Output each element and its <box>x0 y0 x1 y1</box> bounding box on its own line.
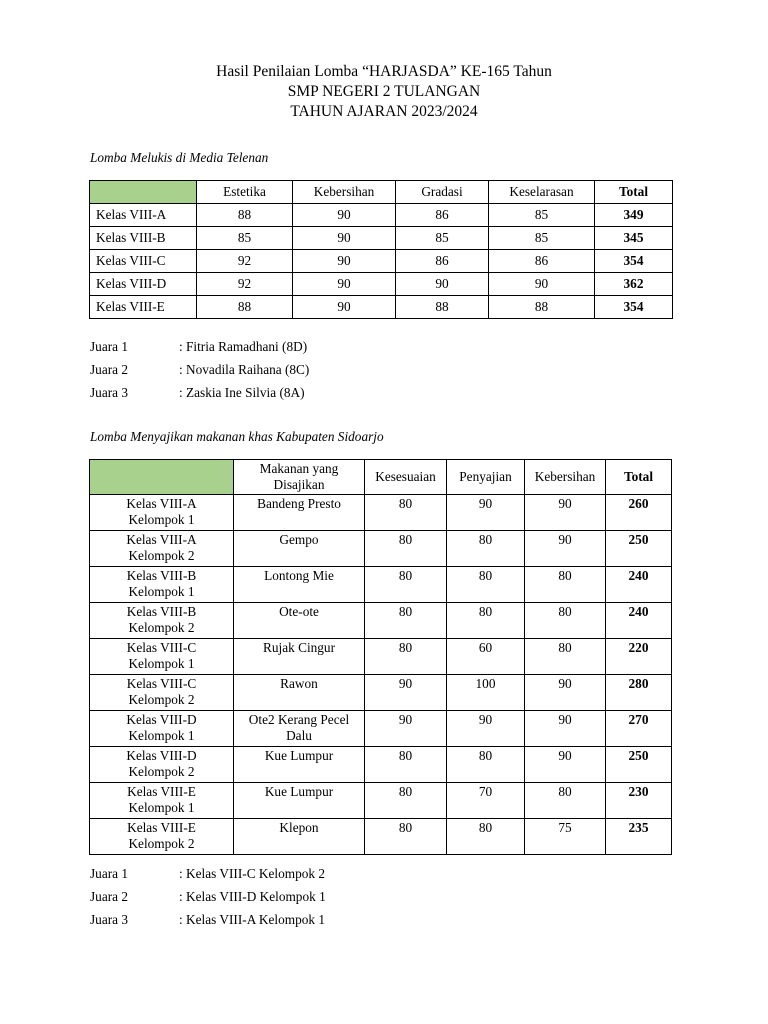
total-cell: 362 <box>595 273 673 296</box>
group-name: Kelompok 2 <box>128 764 195 779</box>
total-cell: 240 <box>606 603 672 639</box>
group-name: Kelompok 1 <box>128 584 195 599</box>
table-row <box>90 567 672 603</box>
class-name: Kelas VIII-B <box>126 568 197 583</box>
score-cell: 80 <box>525 639 606 675</box>
header-total: Total <box>606 460 672 495</box>
winner-row <box>90 912 326 935</box>
food-name: Klepon <box>279 820 319 835</box>
painting-score-table <box>89 180 673 319</box>
score-cell: 90 <box>525 531 606 567</box>
score-cell: 80 <box>365 639 447 675</box>
group-name: Kelompok 2 <box>128 836 195 851</box>
header-food <box>234 460 365 495</box>
score-cell: 86 <box>396 250 489 273</box>
header-corner-cell <box>90 460 234 495</box>
class-name: Kelas VIII-C <box>126 676 197 691</box>
score-cell: 80 <box>447 567 525 603</box>
total-cell: 345 <box>595 227 673 250</box>
row-label: Kelas VIII-C <box>90 250 197 273</box>
score-cell: 90 <box>293 204 396 227</box>
food-cell <box>234 495 365 531</box>
score-cell: 90 <box>365 675 447 711</box>
score-cell: 60 <box>447 639 525 675</box>
food-cell <box>234 639 365 675</box>
food-name: Kue Lumpur <box>264 748 334 763</box>
class-name: Kelas VIII-E <box>127 784 196 799</box>
food-name: Ote2 Kerang Pecel <box>248 712 350 727</box>
winner-rank: Juara 3 <box>90 385 129 400</box>
food-cell <box>234 747 365 783</box>
table-header-row <box>90 181 673 204</box>
group-cell <box>90 531 234 567</box>
table-row <box>90 819 672 855</box>
table-row <box>90 495 672 531</box>
group-cell <box>90 567 234 603</box>
table-row <box>90 675 672 711</box>
total-cell: 280 <box>606 675 672 711</box>
winner-name: : Fitria Ramadhani (8D) <box>179 339 308 354</box>
score-cell: 86 <box>489 250 595 273</box>
food-cell <box>234 819 365 855</box>
score-cell: 90 <box>365 711 447 747</box>
score-cell: 90 <box>525 495 606 531</box>
total-cell: 230 <box>606 783 672 819</box>
food-name: Kue Lumpur <box>264 784 334 799</box>
class-name: Kelas VIII-C <box>126 640 197 655</box>
winner-rank: Juara 2 <box>90 889 129 904</box>
table-row <box>90 250 673 273</box>
score-cell: 80 <box>365 747 447 783</box>
class-name: Kelas VIII-B <box>126 604 197 619</box>
header-corner-cell <box>90 181 197 204</box>
total-cell: 354 <box>595 250 673 273</box>
score-cell: 90 <box>447 711 525 747</box>
winner-rank: Juara 3 <box>90 912 129 927</box>
score-cell: 80 <box>447 603 525 639</box>
food-score-table <box>89 459 672 855</box>
group-cell <box>90 819 234 855</box>
score-cell: 75 <box>525 819 606 855</box>
group-cell <box>90 603 234 639</box>
total-cell: 260 <box>606 495 672 531</box>
winner-rank: Juara 2 <box>90 362 129 377</box>
table-row <box>90 747 672 783</box>
food-name: Rujak Cingur <box>262 640 336 655</box>
score-cell: 80 <box>525 567 606 603</box>
food-name: Rawon <box>280 676 318 691</box>
table-row <box>90 531 672 567</box>
winner-row <box>90 866 326 889</box>
table-row <box>90 603 672 639</box>
header-food-line-2: Disajikan <box>273 477 325 492</box>
score-cell: 92 <box>197 273 293 296</box>
winner-row <box>90 362 309 385</box>
score-cell: 80 <box>447 819 525 855</box>
total-cell: 354 <box>595 296 673 319</box>
food-cell <box>234 603 365 639</box>
score-cell: 90 <box>293 296 396 319</box>
food-name: Gempo <box>279 532 319 547</box>
total-cell: 270 <box>606 711 672 747</box>
total-cell: 349 <box>595 204 673 227</box>
score-cell: 90 <box>447 495 525 531</box>
winner-name: : Novadila Raihana (8C) <box>179 362 310 377</box>
score-cell: 80 <box>365 819 447 855</box>
header-estetika: Estetika <box>197 181 293 204</box>
contest1-winners <box>90 339 309 408</box>
score-cell: 90 <box>489 273 595 296</box>
group-name: Kelompok 2 <box>128 620 195 635</box>
total-cell: 235 <box>606 819 672 855</box>
score-cell: 90 <box>293 273 396 296</box>
score-cell: 80 <box>365 495 447 531</box>
food-cell <box>234 531 365 567</box>
header-kebersihan: Kebersihan <box>525 460 606 495</box>
score-cell: 80 <box>365 603 447 639</box>
group-name: Kelompok 1 <box>128 656 195 671</box>
group-cell <box>90 639 234 675</box>
document-title <box>0 62 768 122</box>
food-cell <box>234 567 365 603</box>
winner-name: : Kelas VIII-C Kelompok 2 <box>179 866 325 881</box>
title-line-2: SMP NEGERI 2 TULANGAN <box>287 83 481 100</box>
row-label: Kelas VIII-A <box>90 204 197 227</box>
class-name: Kelas VIII-A <box>126 532 197 547</box>
class-name: Kelas VIII-E <box>127 820 196 835</box>
class-name: Kelas VIII-D <box>126 748 197 763</box>
table-row <box>90 783 672 819</box>
score-cell: 88 <box>396 296 489 319</box>
class-name: Kelas VIII-D <box>126 712 197 727</box>
table-row <box>90 204 673 227</box>
score-cell: 100 <box>447 675 525 711</box>
group-cell <box>90 495 234 531</box>
row-label: Kelas VIII-B <box>90 227 197 250</box>
group-cell <box>90 675 234 711</box>
header-keselarasan: Keselarasan <box>489 181 595 204</box>
group-name: Kelompok 1 <box>128 800 195 815</box>
score-cell: 90 <box>525 675 606 711</box>
score-cell: 90 <box>293 227 396 250</box>
score-cell: 80 <box>447 531 525 567</box>
score-cell: 88 <box>197 296 293 319</box>
group-cell <box>90 711 234 747</box>
header-penyajian: Penyajian <box>447 460 525 495</box>
winner-name: : Zaskia Ine Silvia (8A) <box>179 385 305 400</box>
score-cell: 90 <box>525 747 606 783</box>
header-kebersihan: Kebersihan <box>293 181 396 204</box>
score-cell: 92 <box>197 250 293 273</box>
score-cell: 80 <box>447 747 525 783</box>
score-cell: 85 <box>197 227 293 250</box>
score-cell: 88 <box>489 296 595 319</box>
score-cell: 86 <box>396 204 489 227</box>
food-cell <box>234 783 365 819</box>
group-name: Kelompok 1 <box>128 728 195 743</box>
score-cell: 80 <box>365 531 447 567</box>
title-line-1: Hasil Penilaian Lomba “HARJASDA” KE-165 Tahun <box>216 63 552 80</box>
food-name: Lontong Mie <box>264 568 334 583</box>
score-cell: 85 <box>396 227 489 250</box>
total-cell: 220 <box>606 639 672 675</box>
table-row <box>90 639 672 675</box>
table-row <box>90 273 673 296</box>
header-gradasi: Gradasi <box>396 181 489 204</box>
food-cell <box>234 711 365 747</box>
table-row <box>90 296 673 319</box>
food-name-cont: Dalu <box>286 728 312 743</box>
score-cell: 80 <box>525 783 606 819</box>
group-name: Kelompok 1 <box>128 512 195 527</box>
winner-name: : Kelas VIII-D Kelompok 1 <box>179 889 326 904</box>
winner-name: : Kelas VIII-A Kelompok 1 <box>179 912 325 927</box>
group-cell <box>90 747 234 783</box>
score-cell: 90 <box>293 250 396 273</box>
contest2-subtitle: Lomba Menyajikan makanan khas Kabupaten Sidoarjo <box>90 429 384 444</box>
score-cell: 90 <box>396 273 489 296</box>
score-cell: 88 <box>197 204 293 227</box>
header-kesesuaian: Kesesuaian <box>365 460 447 495</box>
score-cell: 90 <box>525 711 606 747</box>
contest2-winners <box>90 866 326 935</box>
winner-row <box>90 889 326 912</box>
group-name: Kelompok 2 <box>128 692 195 707</box>
score-cell: 80 <box>525 603 606 639</box>
row-label: Kelas VIII-D <box>90 273 197 296</box>
winner-row <box>90 339 309 362</box>
table-row <box>90 227 673 250</box>
food-name: Ote-ote <box>279 604 319 619</box>
total-cell: 250 <box>606 531 672 567</box>
title-line-3: TAHUN AJARAN 2023/2024 <box>290 103 478 120</box>
header-total: Total <box>595 181 673 204</box>
table-row <box>90 711 672 747</box>
total-cell: 240 <box>606 567 672 603</box>
food-name: Bandeng Presto <box>257 496 341 511</box>
winner-rank: Juara 1 <box>90 866 129 881</box>
food-cell <box>234 675 365 711</box>
class-name: Kelas VIII-A <box>126 496 197 511</box>
row-label: Kelas VIII-E <box>90 296 197 319</box>
score-cell: 85 <box>489 204 595 227</box>
score-cell: 85 <box>489 227 595 250</box>
contest1-subtitle: Lomba Melukis di Media Telenan <box>90 150 269 165</box>
winner-row <box>90 385 309 408</box>
header-food-line-1: Makanan yang <box>259 461 339 476</box>
group-name: Kelompok 2 <box>128 548 195 563</box>
total-cell: 250 <box>606 747 672 783</box>
score-cell: 80 <box>365 567 447 603</box>
table-header-row <box>90 460 672 495</box>
score-cell: 70 <box>447 783 525 819</box>
group-cell <box>90 783 234 819</box>
score-cell: 80 <box>365 783 447 819</box>
winner-rank: Juara 1 <box>90 339 129 354</box>
